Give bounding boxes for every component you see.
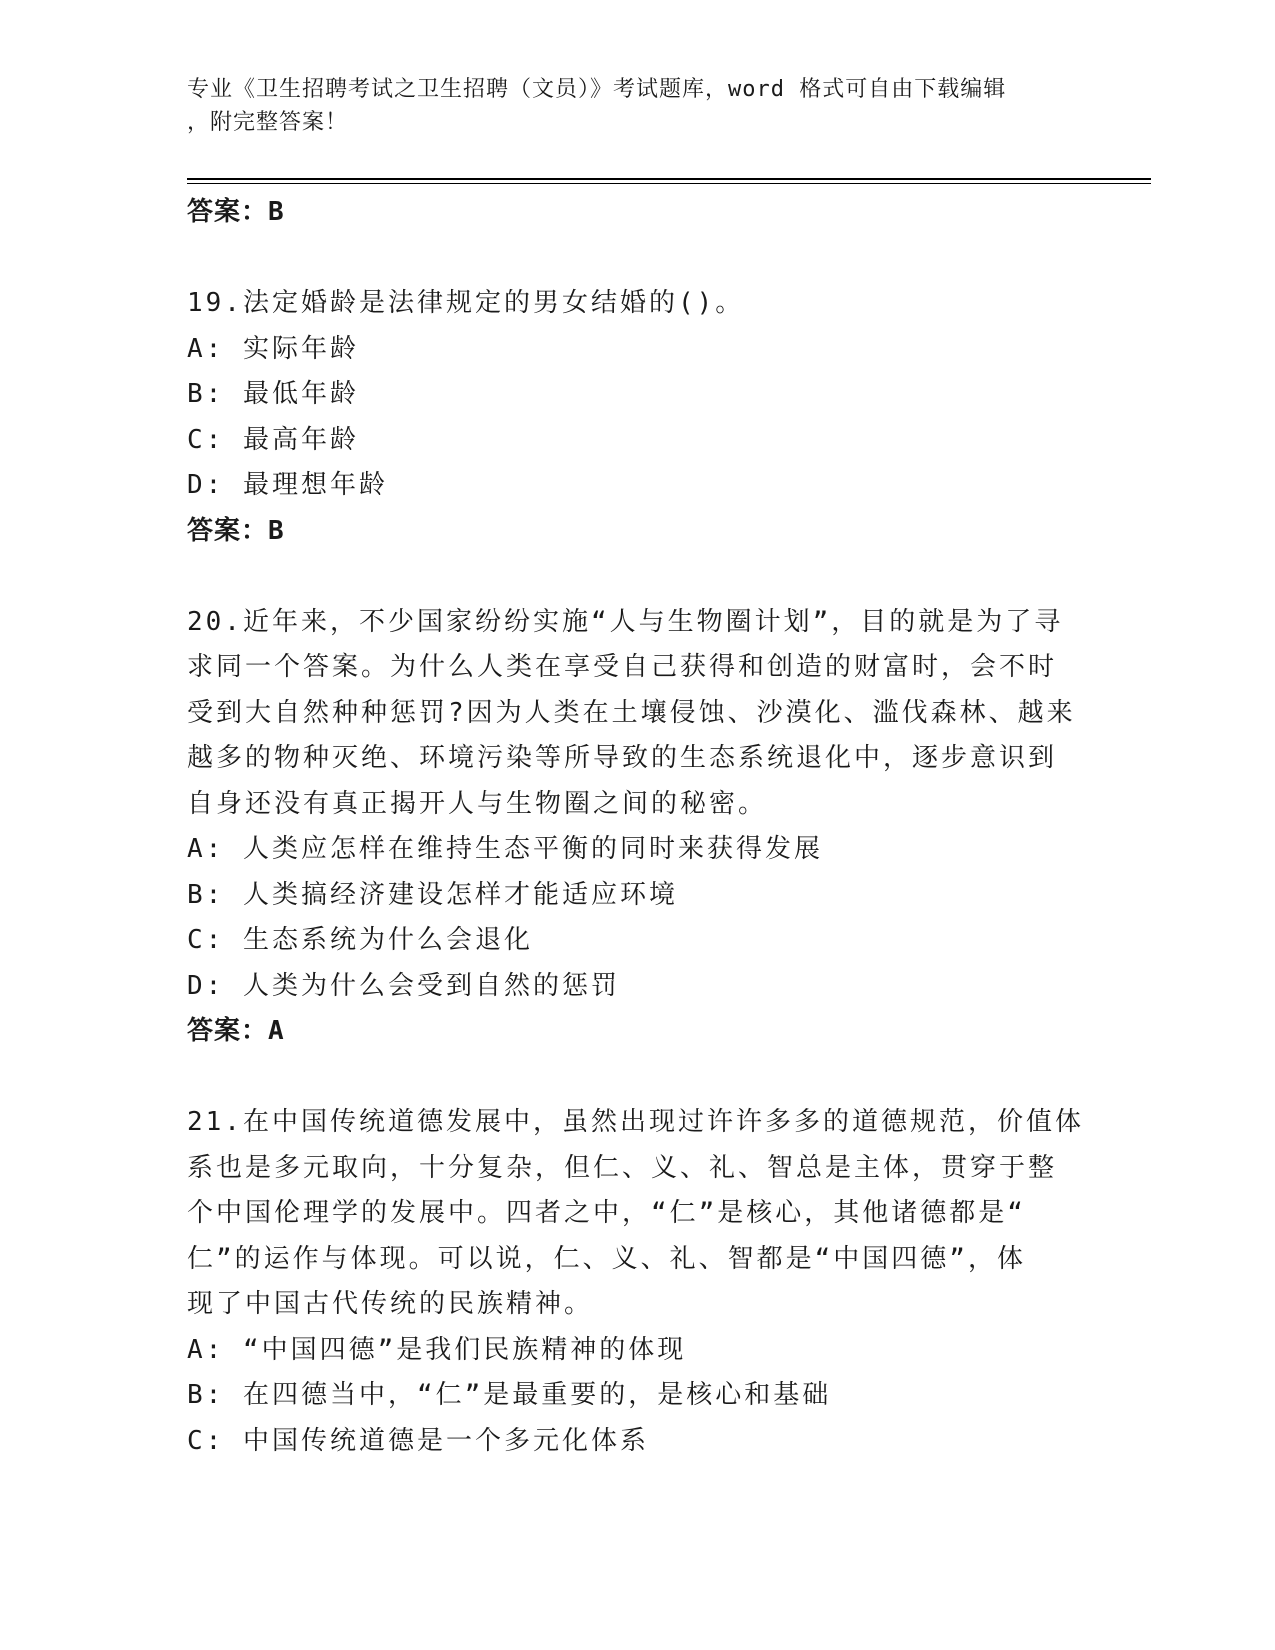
question-stem-line: 21.在中国传统道德发展中，虽然出现过许许多多的道德规范，价值体 [187,1107,1084,1137]
option-a: A: 人类应怎样在维持生态平衡的同时来获得发展 [187,834,823,864]
answer-label: 答案：B [187,515,285,546]
page-header [187,73,1067,139]
question-list [187,190,1087,1464]
question-20 [187,600,1087,1055]
header-line-1: 专业《卫生招聘考试之卫生招聘（文员）》考试题库，word 格式可自由下载编辑 [187,77,1007,102]
option-c: C: 最高年龄 [187,424,359,455]
option-d: D: 最理想年龄 [187,470,388,500]
question-stem-line: 系也是多元取向，十分复杂，但仁、义、礼、智总是主体，贯穿于整 [187,1152,1058,1183]
spacer [187,236,1087,282]
question-stem-line: 求同一个答案。为什么人类在享受自己获得和创造的财富时，会不时 [187,652,1058,682]
option-a: A: “中国四德”是我们民族精神的体现 [187,1334,687,1365]
header-line-2: ，附完整答案！ [187,110,349,135]
question-21 [187,1100,1087,1464]
option-b: B: 在四德当中，“仁”是最重要的，是核心和基础 [187,1380,832,1410]
spacer [187,554,1087,600]
spacer [187,1055,1087,1101]
question-stem-line: 越多的物种灭绝、环境污染等所导致的生态系统退化中，逐步意识到 [187,743,1058,773]
question-19 [187,281,1087,554]
question-stem-line: 受到大自然种种惩罚?因为人类在土壤侵蚀、沙漠化、滥伐森林、越来 [187,697,1076,728]
question-stem-line: 20.近年来，不少国家纷纷实施“人与生物圈计划”，目的就是为了寻 [187,606,1064,637]
option-b: B: 人类搞经济建设怎样才能适应环境 [187,879,678,910]
option-c: C: 中国传统道德是一个多元化体系 [187,1425,649,1456]
header-divider-thick [187,178,1151,180]
question-stem-line: 19.法定婚龄是法律规定的男女结婚的()。 [187,288,745,318]
option-d: D: 人类为什么会受到自然的惩罚 [187,970,620,1001]
header-divider-thin [187,183,1151,184]
option-c: C: 生态系统为什么会退化 [187,925,533,955]
previous-answer: 答案：B [187,197,285,227]
option-a: A: 实际年龄 [187,333,359,364]
question-stem-line: 个中国伦理学的发展中。四者之中，“仁”是核心，其他诸德都是“ [187,1198,1026,1228]
option-b: B: 最低年龄 [187,379,359,409]
question-stem-line: 仁”的运作与体现。可以说，仁、义、礼、智都是“中国四德”，体 [187,1243,1026,1274]
answer-label: 答案：A [187,1016,285,1046]
question-stem-line: 现了中国古代传统的民族精神。 [187,1289,594,1319]
question-stem-line: 自身还没有真正揭开人与生物圈之间的秘密。 [187,788,768,819]
